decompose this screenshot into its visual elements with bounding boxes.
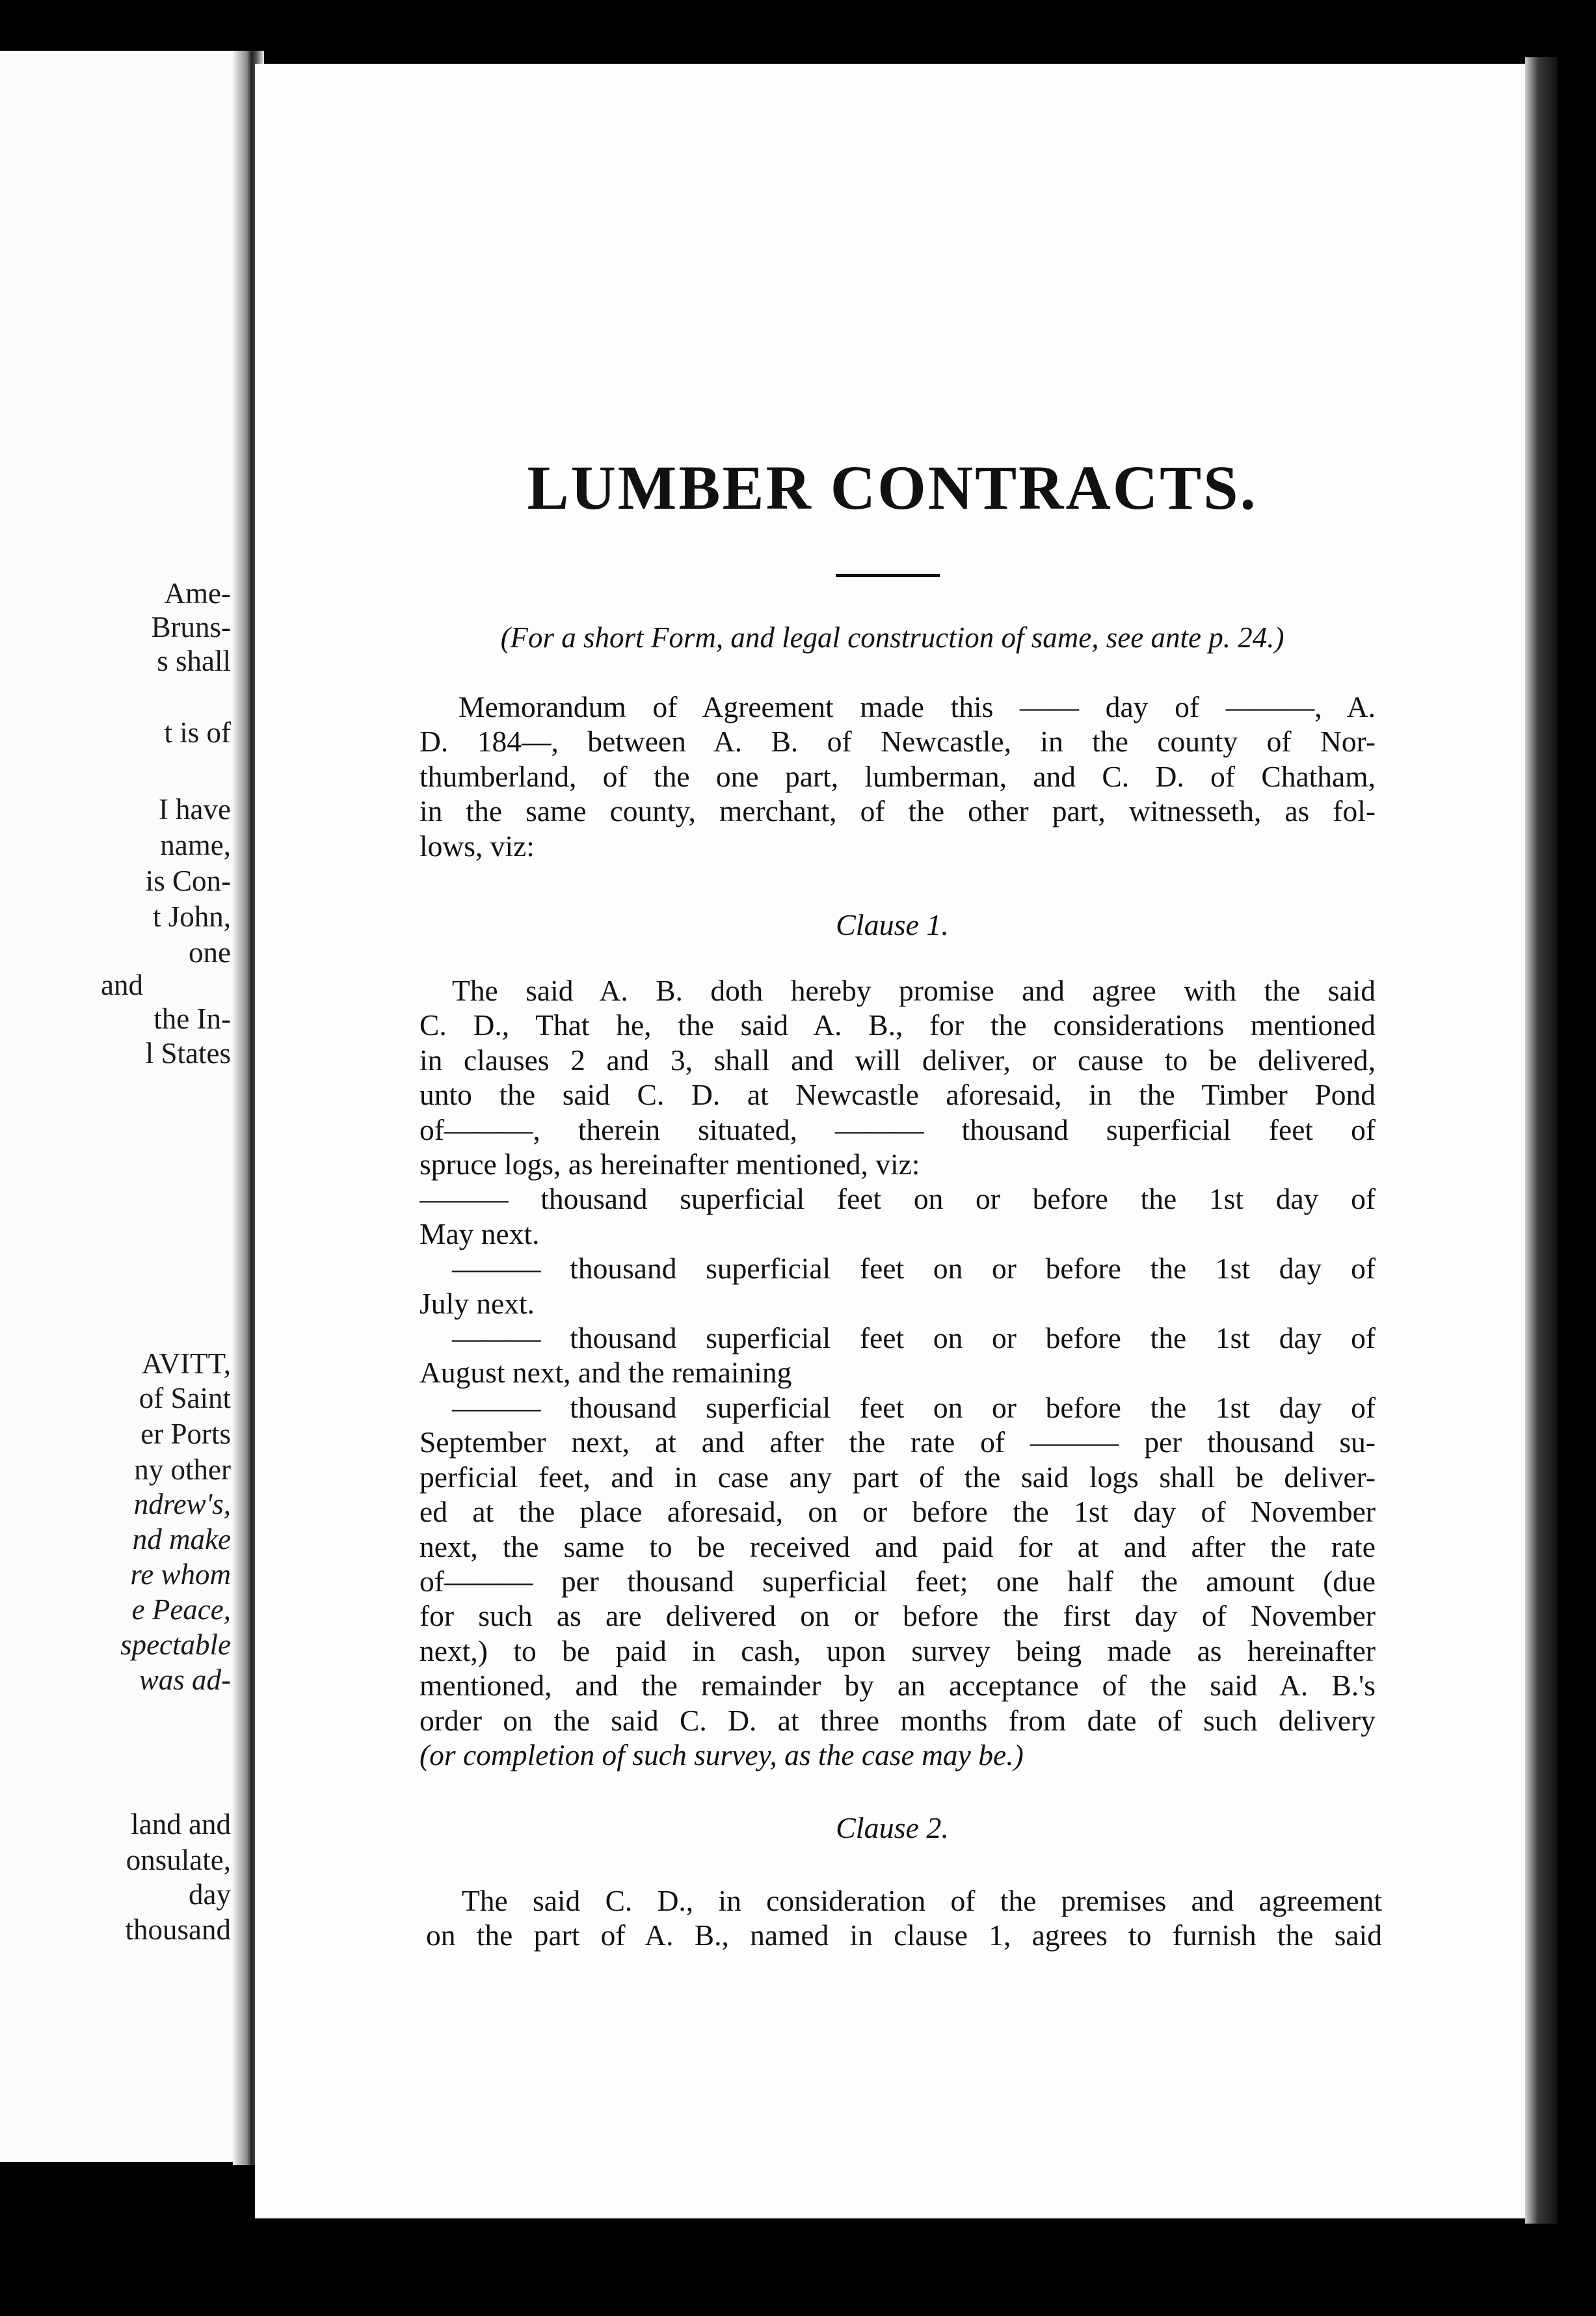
- clause-1-line: ——— thousand superficial feet on or before the 1st day of: [452, 1321, 1376, 1355]
- clause-1-body: [419, 973, 1376, 1772]
- clause-1-line: September next, at and after the rate of ——— per thousand su-: [419, 1425, 1376, 1459]
- left-fragment: nd make: [132, 1523, 231, 1555]
- memorandum-paragraph: [419, 690, 1376, 863]
- memorandum-line: thumberland, of the one part, lumberman, and C. D. of Chatham,: [419, 759, 1376, 793]
- left-fragment: spectable: [120, 1628, 231, 1661]
- clause-2-line: on the part of A. B., named in clause 1, agrees to furnish the said: [426, 1919, 1382, 1952]
- clause-1-line: order on the said C. D. at three months from date of such delivery: [419, 1703, 1376, 1737]
- left-fragment: ny other: [134, 1453, 231, 1486]
- page-edge-shadow: [1525, 57, 1558, 2224]
- left-fragment: is Con-: [145, 865, 231, 897]
- left-fragment: I have: [158, 793, 231, 826]
- left-fragment: of Saint: [139, 1382, 231, 1414]
- clause-1-line: in clauses 2 and 3, shall and will deliver, or cause to be delivered,: [419, 1043, 1376, 1077]
- clause-1-line: perficial feet, and in case any part of the said logs shall be deliver-: [419, 1460, 1376, 1494]
- left-fragment: Bruns-: [151, 611, 231, 643]
- title-rule: [836, 574, 940, 577]
- left-fragment: thousand: [125, 1913, 231, 1946]
- short-form-note: (For a short Form, and legal construction of same, see ante p. 24.): [500, 621, 1284, 654]
- clause-1-line: May next.: [419, 1217, 540, 1250]
- left-fragment: t John,: [152, 900, 231, 933]
- memorandum-line: in the same county, merchant, of the other part, witnesseth, as fol-: [419, 794, 1376, 828]
- clause-1-line: ed at the place aforesaid, on or before the 1st day of November: [419, 1495, 1376, 1529]
- clause-2-line: The said C. D., in consideration of the premises and agreement: [462, 1884, 1382, 1917]
- clause-1-line: August next, and the remaining: [419, 1356, 792, 1390]
- clause-1-line: next, the same to be received and paid for at and after the rate: [419, 1529, 1376, 1563]
- clause-1-line: for such as are delivered on or before the first day of November: [419, 1599, 1376, 1633]
- left-fragment: the In-: [153, 1003, 231, 1035]
- left-fragment: one: [189, 936, 231, 969]
- clause-1-heading: Clause 1.: [836, 908, 949, 941]
- left-fragment: was ad-: [139, 1663, 231, 1696]
- clause-1-line: July next.: [419, 1286, 535, 1320]
- left-fragment: land and: [131, 1808, 231, 1840]
- left-fragment: ndrew's,: [133, 1488, 231, 1520]
- clause-1-line: next,) to be paid in cash, upon survey being made as hereinafter: [419, 1634, 1376, 1667]
- left-fragment: er Ports: [140, 1418, 231, 1450]
- left-fragment: and: [101, 969, 143, 1001]
- left-fragment: l States: [145, 1037, 231, 1070]
- left-fragment: name,: [160, 829, 231, 861]
- clause-1-line: (or completion of such survey, as the case may be.): [419, 1738, 1024, 1771]
- left-fragment: re whom: [130, 1558, 231, 1591]
- memorandum-line: D. 184—, between A. B. of Newcastle, in the county of Nor-: [419, 725, 1376, 759]
- left-fragment: onsulate,: [126, 1844, 231, 1876]
- clause-1-line: The said A. B. doth hereby promise and agree with the said: [452, 974, 1376, 1007]
- page-title: LUMBER CONTRACTS.: [527, 453, 1258, 522]
- left-fragment: e Peace,: [131, 1593, 231, 1626]
- left-fragment: day: [189, 1878, 231, 1911]
- left-fragment: AVITT,: [141, 1347, 231, 1380]
- clause-1-line: of———, therein situated, ——— thousand superficial feet of: [419, 1112, 1376, 1146]
- clause-1-line: of——— per thousand superficial feet; one half the amount (due: [419, 1564, 1376, 1598]
- left-fragment: Ame-: [164, 577, 231, 610]
- clause-2-heading: Clause 2.: [836, 1811, 949, 1844]
- clause-1-line: unto the said C. D. at Newcastle aforesaid, in the Timber Pond: [419, 1078, 1376, 1112]
- clause-1-line: ——— thousand superficial feet on or before the 1st day of: [419, 1182, 1376, 1216]
- memorandum-line: Memorandum of Agreement made this —— day of ———, A.: [459, 690, 1376, 723]
- clause-1-line: ——— thousand superficial feet on or before the 1st day of: [452, 1390, 1376, 1424]
- clause-1-line: ——— thousand superficial feet on or before the 1st day of: [452, 1252, 1376, 1286]
- clause-1-line: mentioned, and the remainder by an acceptance of the said A. B.'s: [419, 1669, 1376, 1703]
- clause-1-line: spruce logs, as hereinafter mentioned, viz:: [419, 1148, 920, 1181]
- left-fragment: t is of: [164, 716, 231, 749]
- clause-2-body: [426, 1883, 1382, 1953]
- left-page: [0, 51, 257, 2162]
- memorandum-line: lows, viz:: [419, 829, 535, 863]
- left-fragment: s shall: [157, 645, 231, 677]
- clause-1-line: C. D., That he, the said A. B., for the considerations mentioned: [419, 1008, 1376, 1042]
